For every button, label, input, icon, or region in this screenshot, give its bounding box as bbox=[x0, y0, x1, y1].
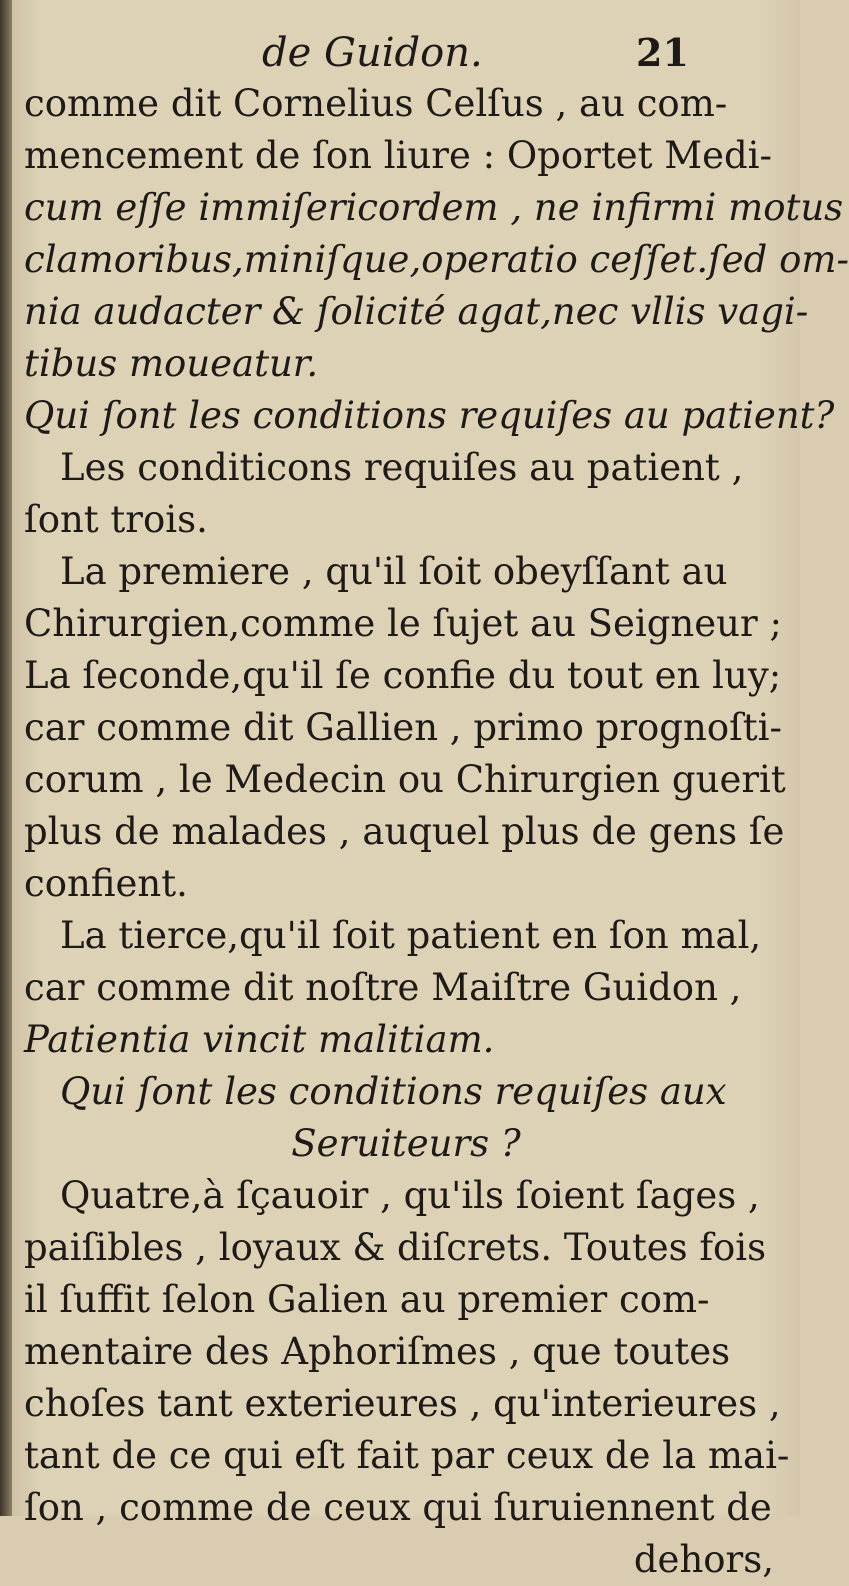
text-line: La tierce,qu'il ſoit patient en ſon mal, bbox=[60, 914, 762, 957]
text-block bbox=[24, 78, 849, 1586]
text-line: paiſibles , loyaux & diſcrets. Toutes fois bbox=[24, 1226, 767, 1269]
text-line: car comme dit noſtre Maiſtre Guidon , bbox=[24, 966, 742, 1009]
text-line: il ſuffit ſelon Galien au premier com- bbox=[24, 1278, 710, 1321]
text-line: nia audacter & ſolicité agat,nec vllis vagi- bbox=[24, 290, 809, 333]
text-line: tant de ce qui eſt fait par ceux de la mai- bbox=[24, 1434, 790, 1477]
text-line: cum eſſe immiſericordem , ne infirmi motus bbox=[24, 186, 844, 229]
text-line: Les conditicons requiſes au patient , bbox=[60, 446, 744, 489]
section-question: Qui ſont les conditions requiſes aux bbox=[60, 1070, 727, 1113]
text-line: comme dit Cornelius Celſus , au com- bbox=[24, 82, 728, 125]
text-line: Chirurgien,comme le ſujet au Seigneur ; bbox=[24, 602, 782, 645]
section-question: Qui ſont les conditions requiſes au patient? bbox=[24, 394, 835, 437]
text-line: Patientia vincit malitiam. bbox=[24, 1018, 495, 1061]
text-line: La ſeconde,qu'il ſe confie du tout en luy; bbox=[24, 654, 782, 697]
text-line: clamoribus,miniſque,operatio ceſſet.ſed om- bbox=[24, 238, 849, 281]
text-line: Quatre,à ſçauoir , qu'ils ſoient ſages , bbox=[60, 1174, 760, 1217]
text-line: La premiere , qu'il ſoit obeyſſant au bbox=[60, 550, 728, 593]
text-line: choſes tant exterieures , qu'interieures , bbox=[24, 1382, 781, 1425]
text-line: plus de malades , auquel plus de gens ſe bbox=[24, 810, 785, 853]
text-line: ſont trois. bbox=[24, 498, 208, 541]
running-title: de Guidon. bbox=[262, 30, 483, 76]
text-line: corum , le Medecin ou Chirurgien guerit bbox=[24, 758, 786, 801]
page-header bbox=[0, 28, 800, 78]
binding-gutter bbox=[0, 0, 12, 1516]
text-line: mentaire des Aphoriſmes , que toutes bbox=[24, 1330, 731, 1373]
section-question: Seruiteurs ? bbox=[291, 1122, 521, 1165]
text-line: car comme dit Gallien , primo prognoſti- bbox=[24, 706, 782, 749]
text-line: confient. bbox=[24, 862, 188, 905]
text-line: tibus moueatur. bbox=[24, 342, 319, 385]
text-line: mencement de ſon liure : Oportet Medi- bbox=[24, 134, 773, 177]
page-number: 21 bbox=[636, 30, 689, 75]
text-line: ſon , comme de ceux qui ſuruiennent de bbox=[24, 1486, 772, 1529]
catchword: dehors, bbox=[633, 1538, 774, 1581]
